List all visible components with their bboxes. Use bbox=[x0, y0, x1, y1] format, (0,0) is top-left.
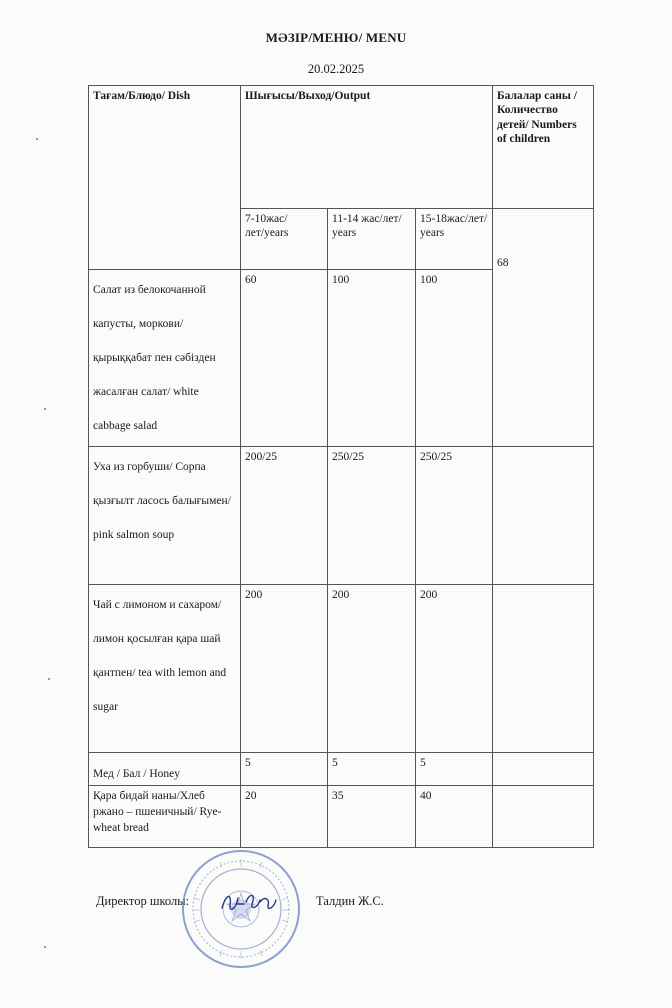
output-15-18: 5 bbox=[416, 753, 493, 786]
dish-text: Салат из белокочанной капусты, моркови/ қырыққабат пен сәбізден жасалған салат/ white cabbage salad bbox=[93, 284, 216, 432]
age-group-11-14: 11-14 жас/лет/ years bbox=[328, 209, 416, 270]
output-15-18: 40 bbox=[416, 786, 493, 848]
scan-speck bbox=[44, 946, 46, 948]
age-group-7-10: 7-10жас/лет/years bbox=[241, 209, 328, 270]
dish-text: Мед / Бал / Honey bbox=[93, 768, 180, 780]
header-children: Балалар саны /Количество детей/ Numbers of children bbox=[493, 86, 594, 209]
output-15-18: 200 bbox=[416, 585, 493, 753]
output-7-10: 200 bbox=[241, 585, 328, 753]
scan-speck bbox=[44, 408, 46, 410]
scan-speck bbox=[36, 138, 38, 140]
table-row bbox=[89, 585, 594, 753]
children-count-cell bbox=[493, 209, 594, 447]
menu-table bbox=[88, 85, 594, 848]
table-row bbox=[89, 447, 594, 585]
dish-name bbox=[89, 786, 241, 848]
dish-text: Қара бидай наны/Хлеб ржано – пшеничный/ Rye-wheat bread bbox=[93, 790, 222, 834]
output-7-10: 5 bbox=[241, 753, 328, 786]
children-empty bbox=[493, 447, 594, 585]
output-7-10: 200/25 bbox=[241, 447, 328, 585]
output-11-14: 5 bbox=[328, 753, 416, 786]
dish-name bbox=[89, 270, 241, 447]
dish-name bbox=[89, 447, 241, 585]
table-header-row bbox=[89, 86, 594, 209]
scan-speck bbox=[48, 678, 50, 680]
output-11-14: 100 bbox=[328, 270, 416, 447]
table-row bbox=[89, 753, 594, 786]
output-11-14: 250/25 bbox=[328, 447, 416, 585]
output-11-14: 200 bbox=[328, 585, 416, 753]
signature bbox=[218, 884, 280, 920]
children-empty bbox=[493, 753, 594, 786]
output-11-14: 35 bbox=[328, 786, 416, 848]
output-15-18: 100 bbox=[416, 270, 493, 447]
age-group-15-18: 15-18жас/лет/ years bbox=[416, 209, 493, 270]
director-label: Директор школы: bbox=[96, 894, 190, 908]
children-count: 68 bbox=[497, 257, 509, 269]
dish-text: Уха из горбуши/ Сорпа қызғылт ласось балығымен/ pink salmon soup bbox=[93, 461, 231, 541]
output-15-18: 250/25 bbox=[416, 447, 493, 585]
director-name: Талдин Ж.С. bbox=[316, 894, 384, 908]
children-empty bbox=[493, 786, 594, 848]
output-7-10: 20 bbox=[241, 786, 328, 848]
document-title: МӘЗІР/МЕНЮ/ MENU bbox=[265, 30, 407, 45]
document-date: 20.02.2025 bbox=[307, 62, 365, 76]
children-empty bbox=[493, 585, 594, 753]
dish-name bbox=[89, 753, 241, 786]
table-row bbox=[89, 786, 594, 848]
output-7-10: 60 bbox=[241, 270, 328, 447]
dish-name bbox=[89, 585, 241, 753]
header-dish: Тағам/Блюдо/ Dish bbox=[89, 86, 241, 270]
header-output: Шығысы/Выход/Output bbox=[241, 86, 493, 209]
dish-text: Чай с лимоном и сахаром/ лимон қосылған қара шай қантпен/ tea with lemon and sugar bbox=[93, 599, 227, 713]
